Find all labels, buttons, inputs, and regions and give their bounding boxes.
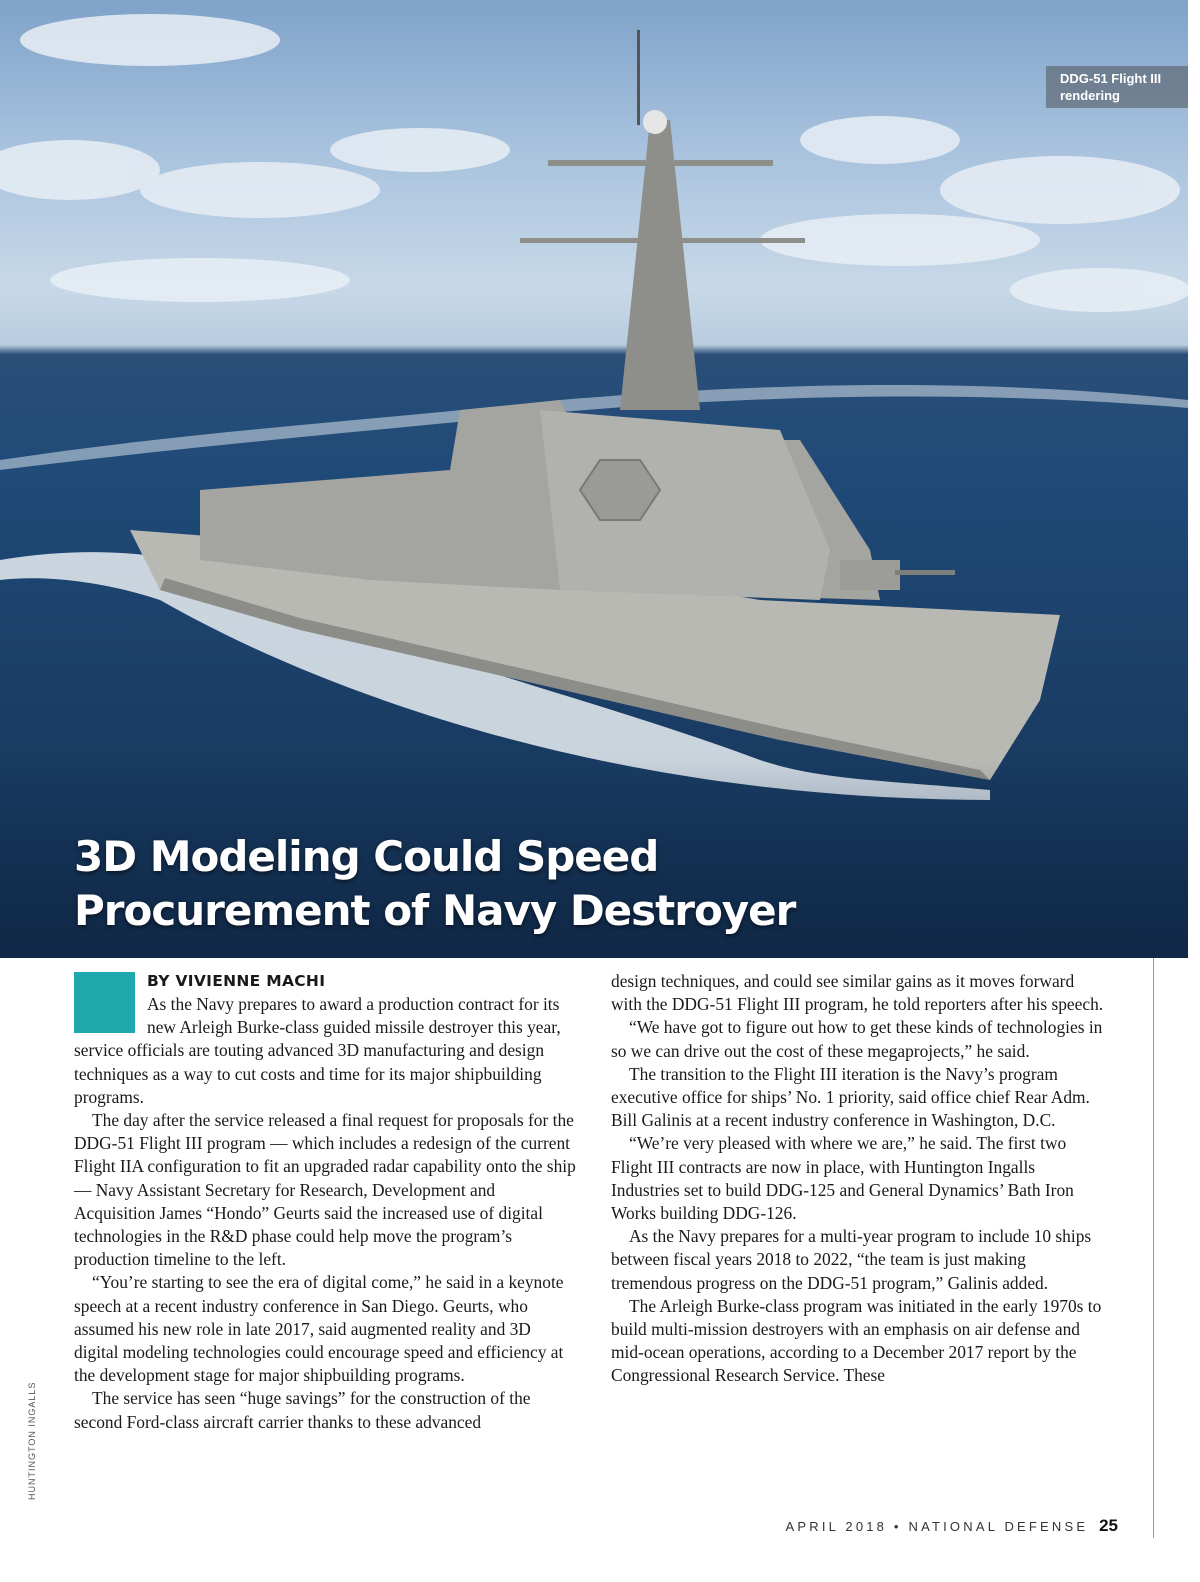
gun-barrel bbox=[895, 570, 955, 575]
radome bbox=[643, 110, 667, 134]
paragraph: The transition to the Flight III iteration is the Navy’s program executive office for ships’ No. 1 priority, said office chief Rear Adm. Bill Galinis at a recent industry conference in Washington, D.C. bbox=[611, 1063, 1090, 1131]
paragraph: The day after the service released a final request for proposals for the DDG-51 Flight III program — which includes a redesign of the current Flight IIA configuration to fit an upgraded radar capability onto the ship — Navy Assistant Secretary for Research, Development and Acquisition James “Hondo” Geurts said the increased use of digital technologies in the R&D phase could help move the program’s production timeline to the left. bbox=[74, 1110, 576, 1270]
paragraph: As the Navy prepares for a multi-year program to include 10 ships between fiscal years 2018 to 2022, “the team is just making tremendous progress on the DDG-51 program,” Galinis added. bbox=[611, 1226, 1092, 1293]
paragraph: “We have got to figure out how to get these kinds of technologies in so we can drive out the cost of these megaprojects,” he said. bbox=[611, 1017, 1103, 1061]
page-number: 25 bbox=[1099, 1516, 1118, 1535]
paragraph: The Arleigh Burke-class program was initiated in the early 1970s to build multi-mission destroyers with an emphasis on air defense and mid-ocean operations, according to a December 2017 report by the Congressional Research Service. These bbox=[611, 1295, 1102, 1386]
paragraph: “We’re very pleased with where we are,” he said. The first two Flight III contracts are now in place, with Huntington Ingalls Industries set to build DDG-125 and General Dynamics’ Bath Iron Works building DDG-126. bbox=[611, 1133, 1074, 1224]
photo-caption: DDG-51 Flight III rendering bbox=[1046, 66, 1188, 108]
paragraph: “You’re starting to see the era of digital come,” he said in a keynote speech at a recent industry conference in San Diego. Geurts, who assumed his new role in late 2017, said augmented reality and 3D digital modeling technologies could encourage speed and efficiency at the development stage for major shipbuilding programs. bbox=[74, 1272, 564, 1386]
mast-yard bbox=[548, 160, 773, 166]
antenna bbox=[637, 30, 640, 125]
article-headline: 3D Modeling Could Speed Procurement of Navy Destroyer bbox=[74, 832, 796, 935]
accent-square bbox=[74, 972, 135, 1033]
paragraph: design techniques, and could see similar gains as it moves forward with the DDG-51 Flight III program, he told reporters after his speech. bbox=[611, 971, 1104, 1015]
article-column-right bbox=[611, 970, 1107, 1388]
paragraph: The service has seen “huge savings” for the construction of the second Ford-class aircraft carrier thanks to these advanced bbox=[74, 1388, 531, 1432]
paragraph: As the Navy prepares to award a production contract for its new Arleigh Burke-class guided missile destroyer this year, service officials are touting advanced 3D manufacturing and design techniques as a way to cut costs and time for its major shipbuilding programs. bbox=[74, 994, 561, 1107]
column-rule bbox=[1153, 958, 1154, 1538]
article-column-left bbox=[74, 970, 576, 1434]
deckhouse bbox=[540, 410, 830, 600]
page-footer bbox=[785, 1516, 1118, 1536]
gun-turret bbox=[840, 560, 900, 590]
issue-line: APRIL 2018 • NATIONAL DEFENSE bbox=[785, 1519, 1089, 1534]
photo-credit: HUNTINGTON INGALLS bbox=[27, 1381, 37, 1501]
mast-yard-lower bbox=[520, 238, 805, 243]
byline: BY VIVIENNE MACHI bbox=[147, 972, 326, 990]
